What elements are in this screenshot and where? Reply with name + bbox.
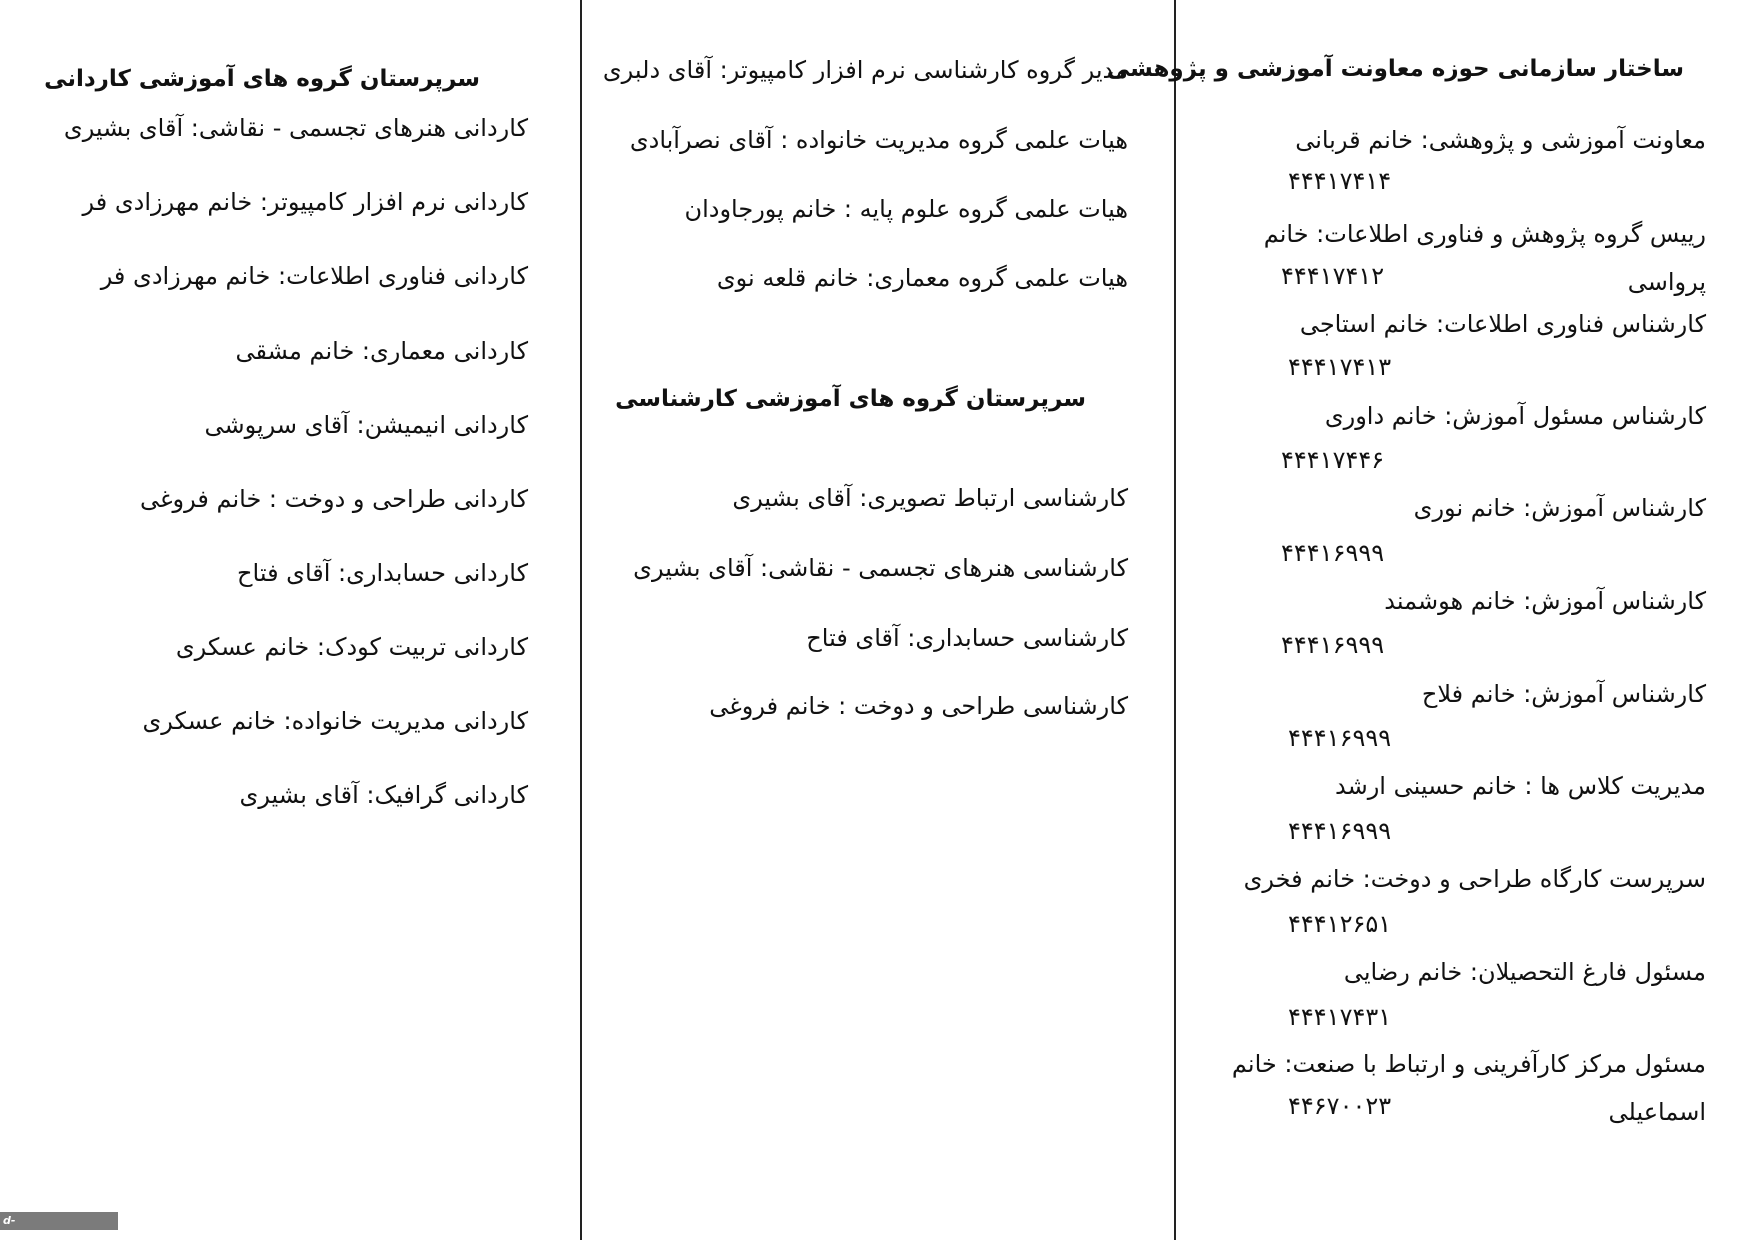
- entry-phone: ۴۴۶۷۰۰۲۳: [1288, 1092, 1392, 1120]
- entry-text: کارشناس آموزش: خانم هوشمند: [1384, 587, 1706, 615]
- bachelor-item: کارشناسی ارتباط تصویری: آقای بشیری: [732, 484, 1128, 512]
- entry-phone: ۴۴۴۱۶۹۹۹: [1281, 631, 1385, 659]
- bachelor-item: کارشناسی طراحی و دوخت : خانم فروغی: [709, 692, 1128, 720]
- entry-phone: ۴۴۴۱۶۹۹۹: [1288, 724, 1392, 752]
- associate-item: کاردانی گرافیک: آقای بشیری: [239, 781, 528, 809]
- bachelor-item: کارشناسی هنرهای تجسمی - نقاشی: آقای بشیری: [633, 554, 1128, 582]
- faculty-item: هیات علمی گروه علوم پایه : خانم پورجاودان: [684, 195, 1128, 223]
- entry-text: کارشناس فناوری اطلاعات: خانم استاجی: [1299, 310, 1706, 338]
- entry-phone: ۴۴۴۱۷۴۱۳: [1288, 353, 1392, 381]
- faculty-item: هیات علمی گروه معماری: خانم قلعه نوی: [716, 264, 1128, 292]
- faculty-item: مدیر گروه کارشناسی نرم افزار کامپیوتر: آقای دلبری: [602, 56, 1128, 84]
- bachelor-section-title: سرپرستان گروه های آموزشی کارشناسی: [615, 386, 1086, 412]
- entry-text: مسئول فارغ التحصیلان: خانم رضایی: [1343, 958, 1706, 986]
- associate-item: کاردانی فناوری اطلاعات: خانم مهرزادی فر: [100, 262, 528, 290]
- entry-text: مدیریت کلاس ها : خانم حسینی ارشد: [1335, 772, 1706, 800]
- entry-phone: ۴۴۴۱۶۹۹۹: [1288, 817, 1392, 845]
- entry-text-continued: اسماعیلی: [1608, 1098, 1706, 1126]
- associate-item: کاردانی تربیت کودک: خانم عسکری: [175, 633, 528, 661]
- entry-text: کارشناس آموزش: خانم نوری: [1413, 494, 1706, 522]
- associate-item: کاردانی مدیریت خانواده: خانم عسکری: [142, 707, 528, 735]
- entry-text: کارشناس مسئول آموزش: خانم داوری: [1324, 402, 1706, 430]
- entry-phone: ۴۴۴۱۷۴۱۲: [1281, 262, 1385, 290]
- entry-phone: ۴۴۴۱۷۴۴۶: [1281, 446, 1385, 474]
- left-column: [0, 0, 580, 1240]
- associate-item: کاردانی حسابداری: آقای فتاح: [237, 559, 528, 587]
- entry-phone: ۴۴۴۱۶۹۹۹: [1281, 539, 1385, 567]
- entry-text-continued: پرواسی: [1627, 268, 1706, 296]
- associate-item: کاردانی معماری: خانم مشقی: [235, 337, 528, 365]
- site-watermark: d-sabzevar.tvu.ac.ir: [0, 1212, 118, 1230]
- entry-phone: ۴۴۴۱۷۴۳۱: [1288, 1003, 1392, 1031]
- associate-item: کاردانی هنرهای تجسمی - نقاشی: آقای بشیری: [63, 114, 528, 142]
- entry-text: سرپرست کارگاه طراحی و دوخت: خانم فخری: [1243, 865, 1706, 893]
- bachelor-item: کارشناسی حسابداری: آقای فتاح: [806, 624, 1128, 652]
- right-column: [1106, 0, 1754, 1240]
- entry-text: معاونت آموزشی و پژوهشی: خانم قربانی: [1295, 126, 1706, 154]
- entry-text: مسئول مرکز کارآفرینی و ارتباط با صنعت: خانم: [1231, 1050, 1706, 1078]
- entry-text: کارشناس آموزش: خانم فلاح: [1421, 680, 1706, 708]
- entry-text: رییس گروه پژوهش و فناوری اطلاعات: خانم: [1263, 220, 1706, 248]
- right-column-title: ساختار سازمانی حوزه معاونت آموزشی و پژوهشی: [1106, 56, 1684, 82]
- entry-phone: ۴۴۴۱۷۴۱۴: [1288, 167, 1392, 195]
- faculty-item: هیات علمی گروه مدیریت خانواده : آقای نصرآبادی: [629, 126, 1128, 154]
- entry-phone: ۴۴۴۱۲۶۵۱: [1288, 910, 1392, 938]
- associate-item: کاردانی نرم افزار کامپیوتر: خانم مهرزادی فر: [82, 188, 528, 216]
- associate-section-title: سرپرستان گروه های آموزشی کاردانی: [44, 66, 480, 92]
- associate-item: کاردانی انیمیشن: آقای سرپوشی: [204, 411, 528, 439]
- associate-item: کاردانی طراحی و دوخت : خانم فروغی: [139, 485, 528, 513]
- middle-column: [582, 0, 1174, 1240]
